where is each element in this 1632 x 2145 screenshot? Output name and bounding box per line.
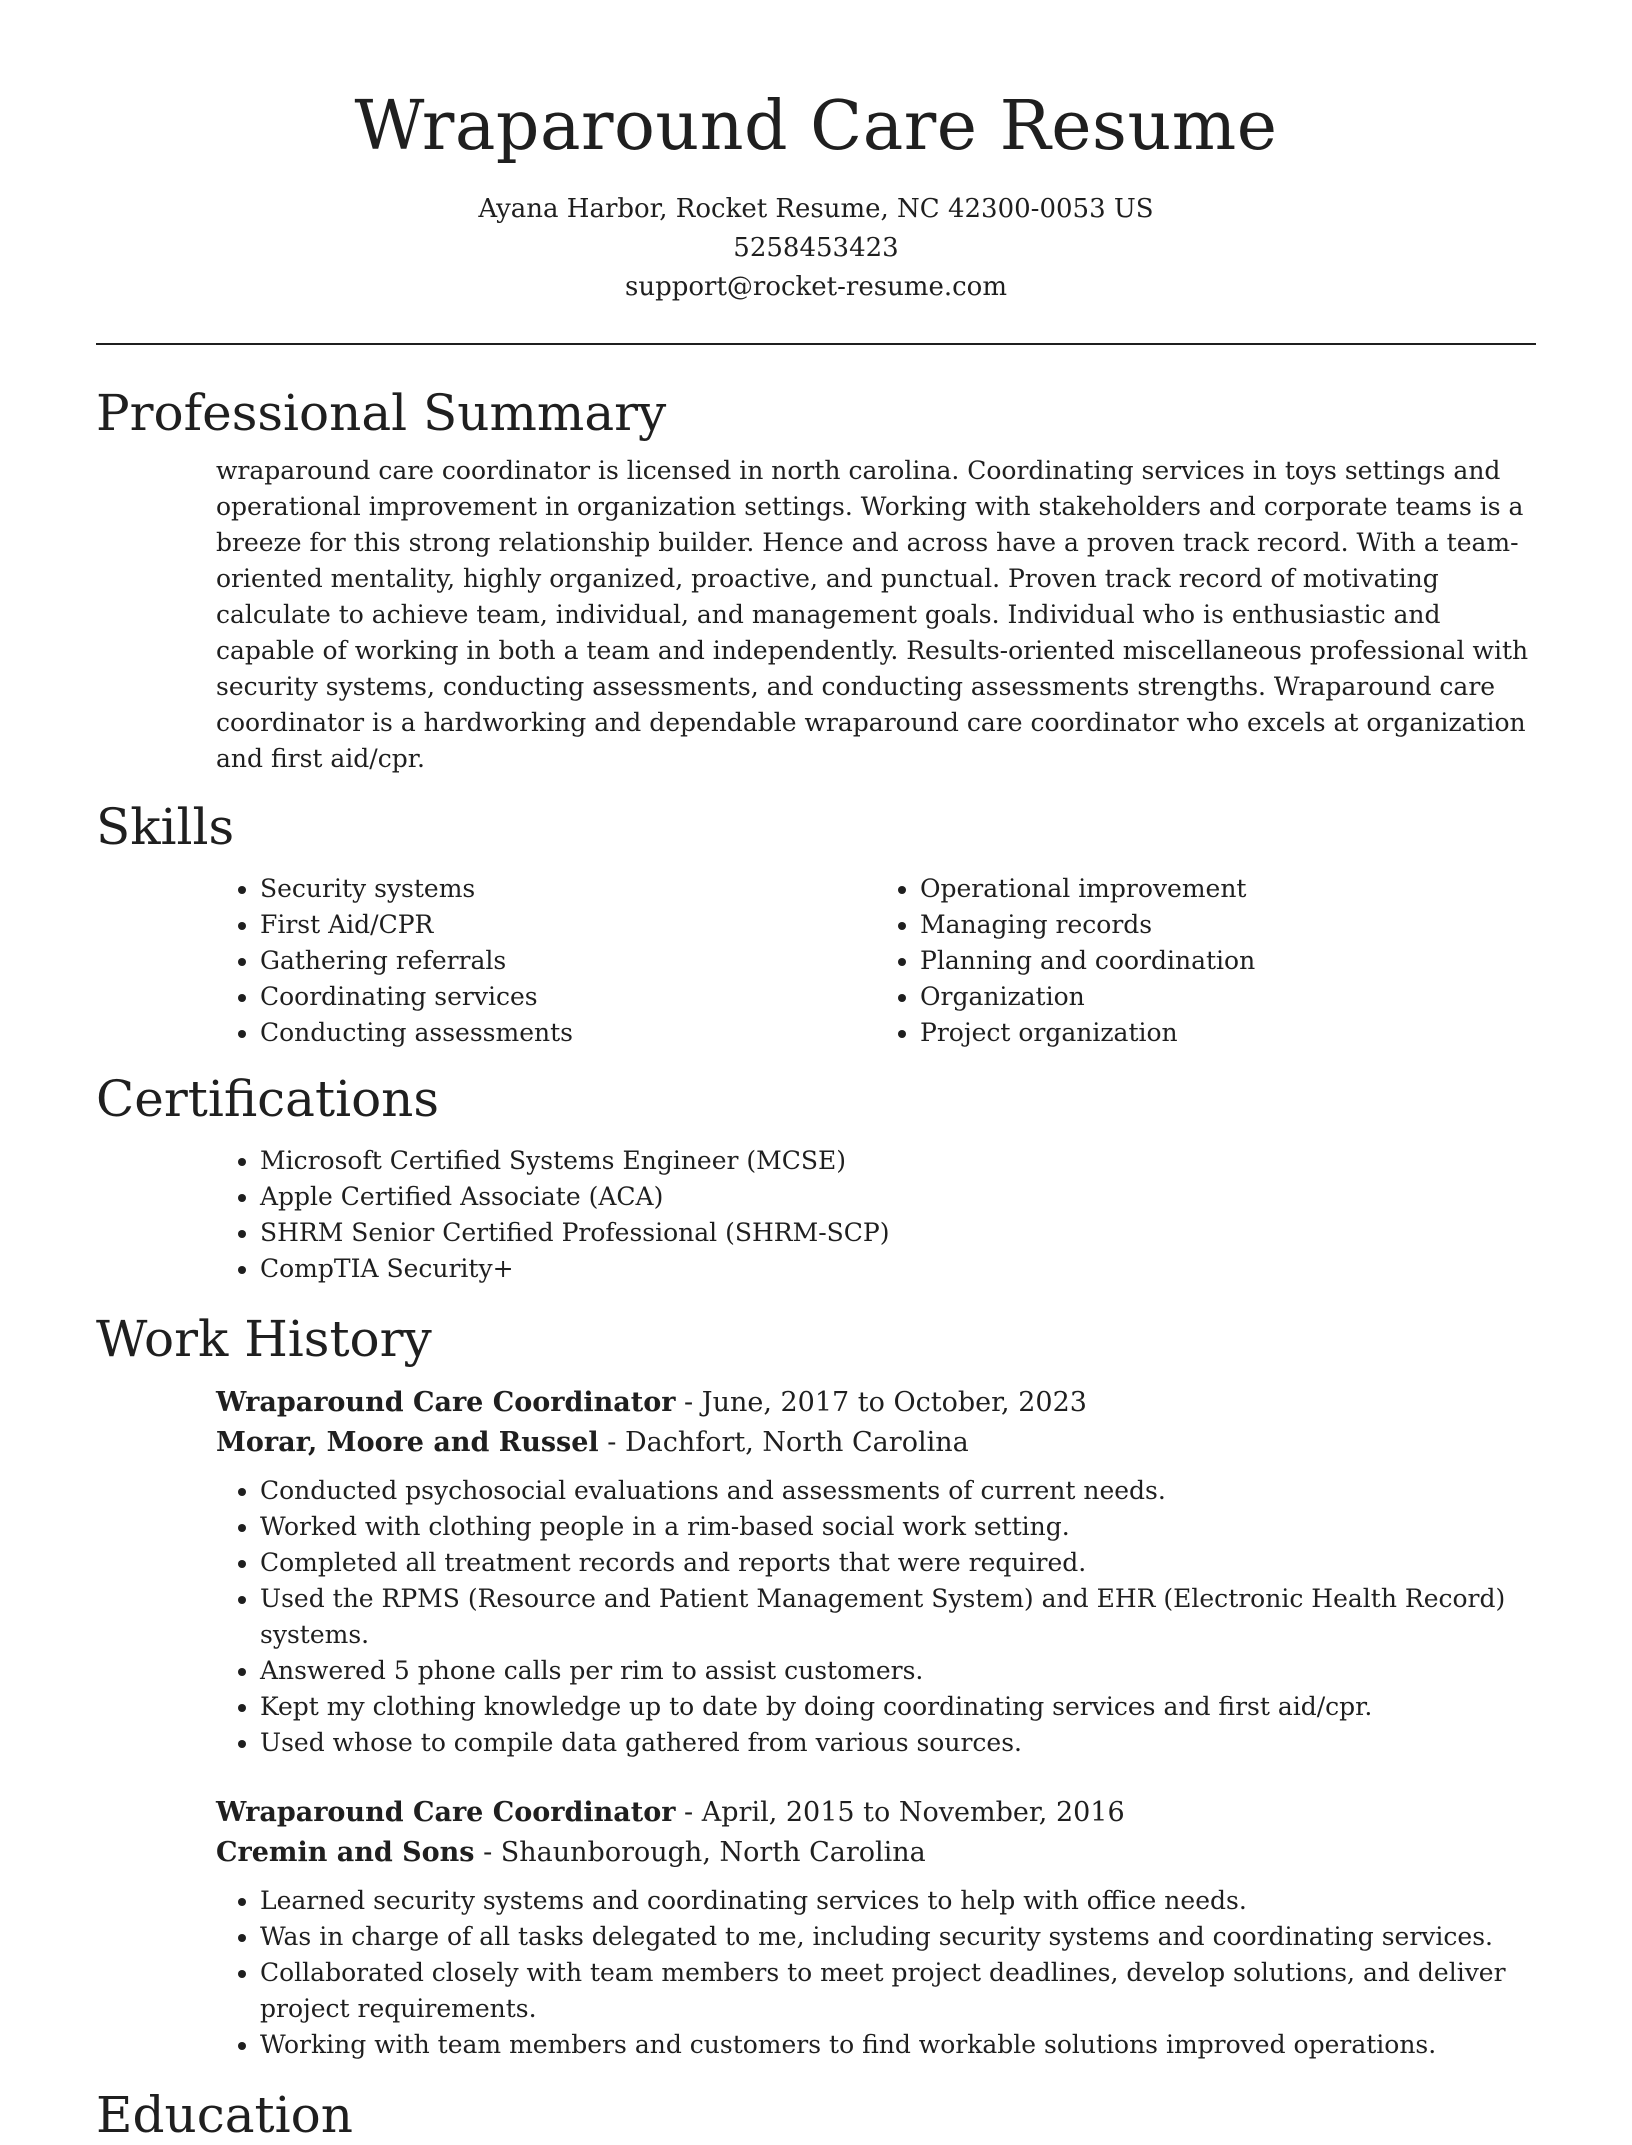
resume-header bbox=[96, 0, 1536, 307]
certification-item: • CompTIA Security+ bbox=[260, 1251, 1536, 1287]
work-history-section bbox=[96, 1309, 1536, 2063]
job-role: Wraparound Care Coordinator bbox=[216, 1387, 676, 1418]
contact-info bbox=[96, 190, 1536, 307]
certification-item: • Apple Certified Associate (ACA) bbox=[260, 1179, 1536, 1215]
job-bullet: • Used whose to compile data gathered from various sources. bbox=[260, 1725, 1536, 1761]
job-role: Wraparound Care Coordinator bbox=[216, 1797, 676, 1828]
job-entry bbox=[216, 1383, 1536, 1761]
skill-item: • Organization bbox=[920, 979, 1536, 1015]
job-dates: - April, 2015 to November, 2016 bbox=[675, 1797, 1125, 1828]
job-company: Cremin and Sons bbox=[216, 1837, 475, 1868]
skill-item: • Project organization bbox=[920, 1015, 1536, 1051]
summary-heading: Professional Summary bbox=[96, 384, 667, 442]
job-title-line bbox=[216, 1793, 1536, 1833]
certifications-section bbox=[96, 1069, 1536, 1287]
job-bullet: • Conducted psychosocial evaluations and assessments of current needs. bbox=[260, 1473, 1536, 1509]
job-bullet: • Kept my clothing knowledge up to date by doing coordinating services and first aid/cpr. bbox=[260, 1689, 1536, 1725]
skills-section bbox=[96, 797, 1536, 1051]
skill-item: • First Aid/CPR bbox=[260, 907, 876, 943]
skill-item: • Security systems bbox=[260, 871, 876, 907]
resume-page bbox=[96, 0, 1536, 2145]
job-bullet: • Collaborated closely with team members to meet project deadlines, develop solutions, and deliver project requirements. bbox=[260, 1955, 1536, 2027]
job-entry bbox=[216, 1793, 1536, 2063]
job-location: - Dachfort, North Carolina bbox=[598, 1427, 969, 1458]
job-dates: - June, 2017 to October, 2023 bbox=[675, 1387, 1087, 1418]
job-title-line bbox=[216, 1383, 1536, 1423]
education-heading: Education bbox=[96, 2086, 353, 2144]
skill-item: • Gathering referrals bbox=[260, 943, 876, 979]
job-bullet: • Learned security systems and coordinating services to help with office needs. bbox=[260, 1883, 1536, 1919]
job-bullet: • Working with team members and customers to find workable solutions improved operations. bbox=[260, 2027, 1536, 2063]
job-bullets bbox=[216, 1883, 1536, 2063]
job-company-line bbox=[216, 1833, 1536, 1873]
job-company: Morar, Moore and Russel bbox=[216, 1427, 599, 1458]
skills-list-right bbox=[876, 871, 1536, 1051]
resume-title: Wraparound Care Resume bbox=[354, 87, 1278, 166]
summary-section bbox=[96, 383, 1536, 777]
skills-columns bbox=[216, 871, 1536, 1051]
certifications-list-wrap bbox=[216, 1143, 1536, 1287]
education-section bbox=[96, 2085, 1536, 2145]
job-bullet: • Worked with clothing people in a rim-based social work setting. bbox=[260, 1509, 1536, 1545]
summary-text: wraparound care coordinator is licensed in north carolina. Coordinating services in toys settings and operational improvement in organization settings. Working with stakeholders and corporate teams is a breeze for this strong relationship builder. Hence and across have a proven track record. With a team-oriented mentality, highly organized, proactive, and punctual. Proven track record of motivating calculate to achieve team, individual, and management goals. Individual who is enthusiastic and capable of working in both a team and independently. Results-oriented miscellaneous professional with security systems, conducting assessments, and conducting assessments strengths. Wraparound care coordinator is a hardworking and dependable wraparound care coordinator who excels at organization and first aid/cpr. bbox=[216, 456, 1529, 773]
job-company-line bbox=[216, 1423, 1536, 1463]
contact-phone: 5258453423 bbox=[733, 233, 899, 263]
contact-address: Ayana Harbor, Rocket Resume, NC 42300-0053 US bbox=[478, 194, 1154, 224]
certification-item: • Microsoft Certified Systems Engineer (MCSE) bbox=[260, 1143, 1536, 1179]
contact-email: support@rocket-resume.com bbox=[624, 272, 1007, 302]
work-history-heading: Work History bbox=[96, 1310, 432, 1368]
job-location: - Shaunborough, North Carolina bbox=[474, 1837, 926, 1868]
certifications-heading: Certifications bbox=[96, 1070, 440, 1128]
certification-item: • SHRM Senior Certified Professional (SHRM-SCP) bbox=[260, 1215, 1536, 1251]
skills-heading: Skills bbox=[96, 798, 235, 856]
job-bullet: • Used the RPMS (Resource and Patient Management System) and EHR (Electronic Health Record) systems. bbox=[260, 1581, 1536, 1653]
skill-item: • Conducting assessments bbox=[260, 1015, 876, 1051]
skill-item: • Coordinating services bbox=[260, 979, 876, 1015]
header-divider bbox=[96, 343, 1536, 345]
certifications-list bbox=[216, 1143, 1536, 1287]
job-bullet: • Answered 5 phone calls per rim to assist customers. bbox=[260, 1653, 1536, 1689]
skill-item: • Planning and coordination bbox=[920, 943, 1536, 979]
skill-item: • Operational improvement bbox=[920, 871, 1536, 907]
job-bullets bbox=[216, 1473, 1536, 1761]
job-bullet: • Completed all treatment records and reports that were required. bbox=[260, 1545, 1536, 1581]
skills-list-left bbox=[216, 871, 876, 1051]
job-bullet: • Was in charge of all tasks delegated to me, including security systems and coordinating services. bbox=[260, 1919, 1536, 1955]
skill-item: • Managing records bbox=[920, 907, 1536, 943]
